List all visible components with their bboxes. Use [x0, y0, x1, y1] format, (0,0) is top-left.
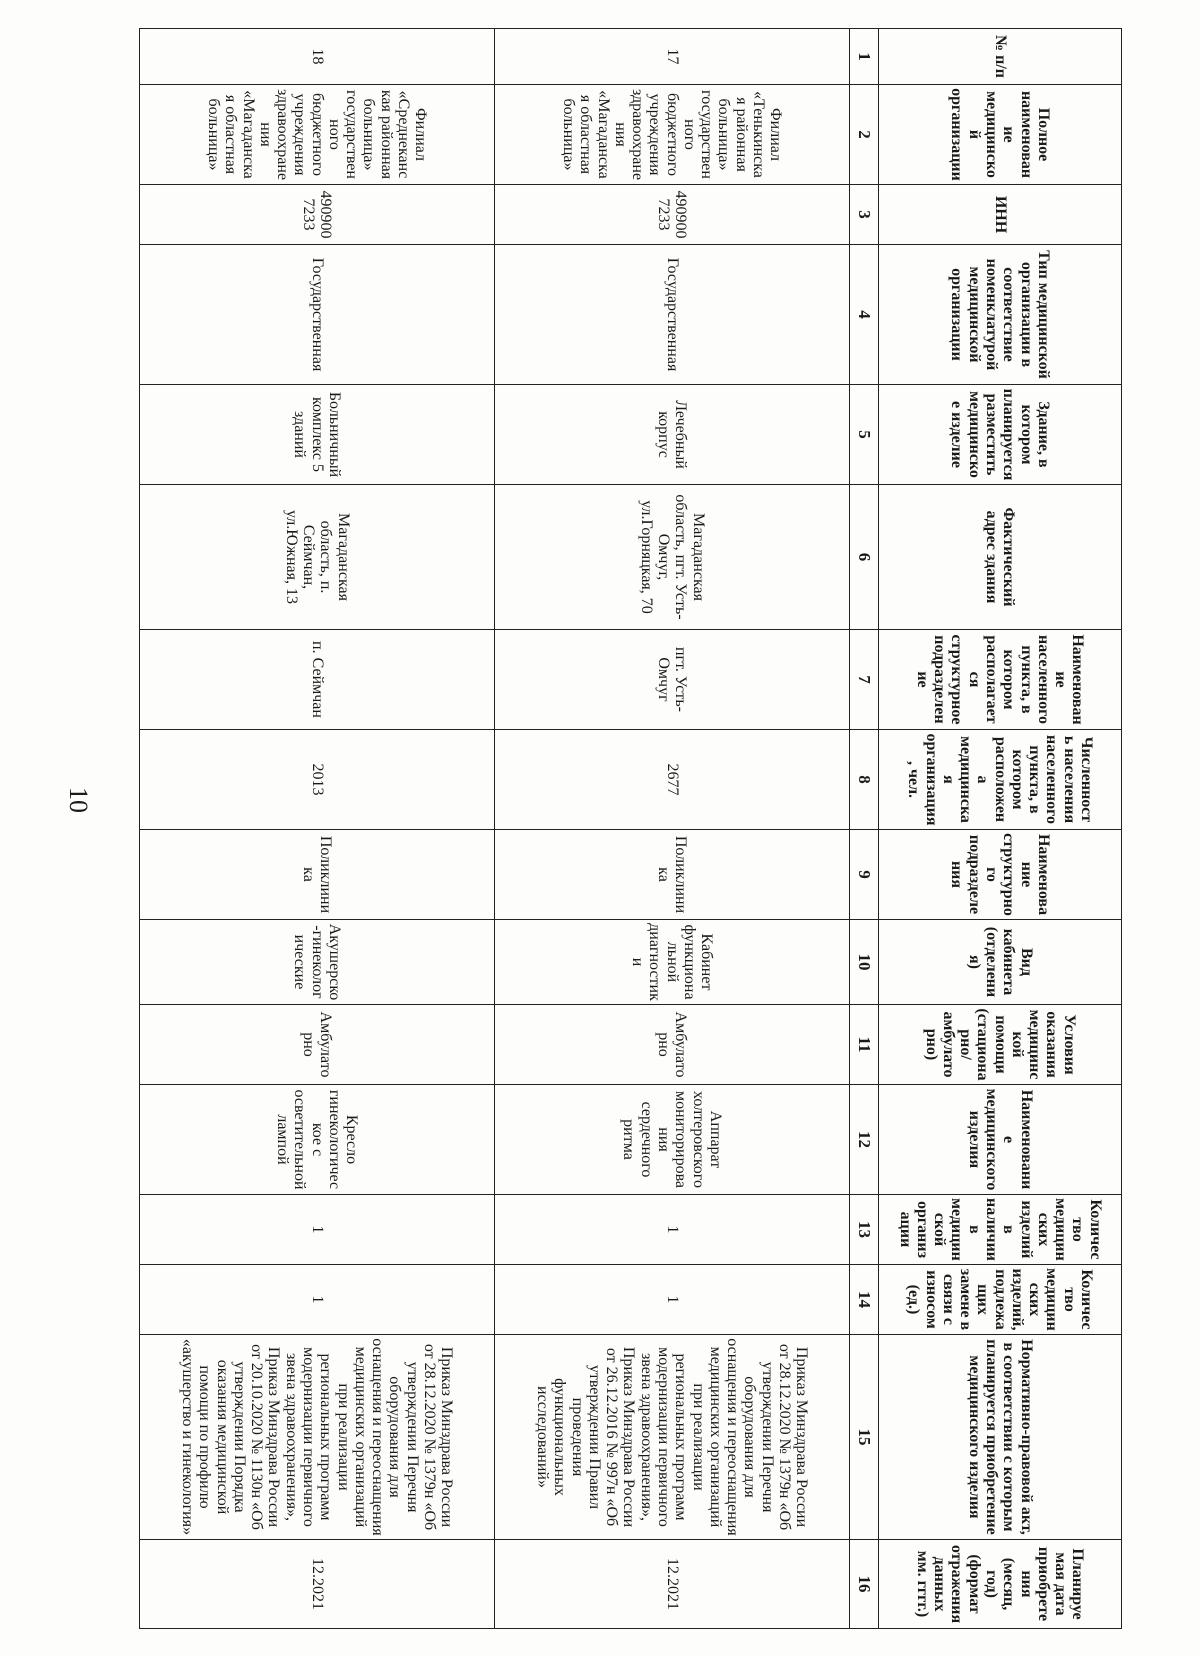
cell-org-name: Филиал «Тенькинская районная больница» государственного бюджетного учреждения здравоохранения «Магаданская областная больница»	[495, 85, 850, 185]
cell-qty-replace: 1	[140, 1265, 495, 1335]
cell-device: Кресло гинекологическое с осветительной лампой	[140, 1085, 495, 1195]
header-cell-num: № п/п	[879, 29, 1122, 85]
cell-law: Приказ Минздрава России от 28.12.2020 № 1379н «Об утверждении Перечня оборудования для оснащения и переоснащения медицинских организаций при реализации региональных программ модернизации первичного звена здравоохранения», Приказ Минздрава России от 26.12.2016 № 997н «Об утверждении Правил проведения функциональных исследований»	[495, 1335, 850, 1540]
column-number: 7	[850, 630, 879, 730]
header-cell-org-type: Тип медицинской организации в соответствие номенклатурой медицинской организации	[879, 245, 1122, 385]
cell-conditions: Амбулаторно	[495, 1005, 850, 1085]
column-number: 3	[850, 185, 879, 245]
cell-population: 2677	[495, 730, 850, 830]
cell-cabinet: Кабинет функциональной диагностики	[495, 920, 850, 1005]
cell-date: 12.2021	[495, 1540, 850, 1629]
cell-org-name: Филиал «Среднеканская районная больница» государственного бюджетного учреждения здравоохранения «Магаданская областная больница»	[140, 85, 495, 185]
cell-qty-replace: 1	[495, 1265, 850, 1335]
cell-org-type: Государственная	[495, 245, 850, 385]
cell-subdivision: Поликлиника	[140, 830, 495, 920]
header-row	[879, 29, 1122, 1629]
cell-settlement: п. Сеймчан	[140, 630, 495, 730]
cell-cabinet: Акушерско-гинекологические	[140, 920, 495, 1005]
header-cell-conditions: Условия оказания медицинской помощи (стационарно/ амбулаторно)	[879, 1005, 1122, 1085]
column-number: 12	[850, 1085, 879, 1195]
equipment-table	[139, 28, 1122, 1629]
column-number: 13	[850, 1195, 879, 1265]
rotated-table-canvas	[22, 28, 1122, 1628]
column-number: 5	[850, 385, 879, 485]
column-number: 15	[850, 1335, 879, 1540]
cell-settlement: пгт. Усть-Омчуг	[495, 630, 850, 730]
header-cell-org-name: Полное наименование медицинской организации	[879, 85, 1122, 185]
cell-qty-available: 1	[140, 1195, 495, 1265]
cell-num: 18	[140, 29, 495, 85]
column-number: 4	[850, 245, 879, 385]
cell-address: Магаданская область, п. Сеймчан, ул.Южная, 13	[140, 485, 495, 630]
column-number: 14	[850, 1265, 879, 1335]
header-cell-date: Планируемая дата приобретения (месяц, год) (формат отражения данных мм. гггг.)	[879, 1540, 1122, 1629]
header-cell-building: Здание, в котором планируется разместить медицинское изделие	[879, 385, 1122, 485]
column-number-row	[850, 29, 879, 1629]
cell-date: 12.2021	[140, 1540, 495, 1629]
cell-device: Аппарат холтеровского мониторирования сердечного ритма	[495, 1085, 850, 1195]
column-number: 8	[850, 730, 879, 830]
column-number: 1	[850, 29, 879, 85]
column-number: 11	[850, 1005, 879, 1085]
cell-building: Больничный комплекс 5 зданий	[140, 385, 495, 485]
column-number: 16	[850, 1540, 879, 1629]
cell-qty-available: 1	[495, 1195, 850, 1265]
header-cell-address: Фактический адрес здания	[879, 485, 1122, 630]
header-cell-device: Наименование медицинского изделия	[879, 1085, 1122, 1195]
page-number: 10	[64, 787, 93, 813]
header-cell-inn: ИНН	[879, 185, 1122, 245]
header-cell-population: Численность населения населенного пункта, в котором расположена медицинская организация, чел.	[879, 730, 1122, 830]
cell-inn: 4909007233	[140, 185, 495, 245]
column-number: 10	[850, 920, 879, 1005]
header-cell-settlement: Наименование населенного пункта, в котором располагается структурное подразделение	[879, 630, 1122, 730]
cell-address: Магаданская область, пгт. Усть-Омчуг, ул.Горняцкая, 70	[495, 485, 850, 630]
cell-population: 2013	[140, 730, 495, 830]
table-row	[140, 29, 495, 1629]
header-cell-subdivision: Наименование структурного подразделения	[879, 830, 1122, 920]
column-number: 2	[850, 85, 879, 185]
header-cell-cabinet: Вид кабинета (отделения)	[879, 920, 1122, 1005]
column-number: 9	[850, 830, 879, 920]
cell-subdivision: Поликлиника	[495, 830, 850, 920]
cell-law: Приказ Минздрава России от 28.12.2020 № 1379н «Об утверждении Перечня оборудования для оснащения и переоснащения медицинских организаций при реализации региональных программ модернизации первичного звена здравоохранения», Приказ Минздрава России от 20.10.2020 № 1130н «Об утверждении Порядка оказания медицинской помощи по профилю «акушерство и гинекология»	[140, 1335, 495, 1540]
column-number: 6	[850, 485, 879, 630]
header-cell-qty-available: Количество медицинских изделий в наличии в медицинской организации	[879, 1195, 1122, 1265]
header-cell-law: Нормативно-правовой акт, в соответствии с которым планируется приобретение медицинского изделия	[879, 1335, 1122, 1540]
cell-conditions: Амбулаторно	[140, 1005, 495, 1085]
cell-building: Лечебный корпус	[495, 385, 850, 485]
cell-org-type: Государственная	[140, 245, 495, 385]
header-cell-qty-replace: Количество медицинских изделий, подлежащих замене в связи с износом (ед.)	[879, 1265, 1122, 1335]
cell-inn: 4909007233	[495, 185, 850, 245]
cell-num: 17	[495, 29, 850, 85]
table-row	[495, 29, 850, 1629]
